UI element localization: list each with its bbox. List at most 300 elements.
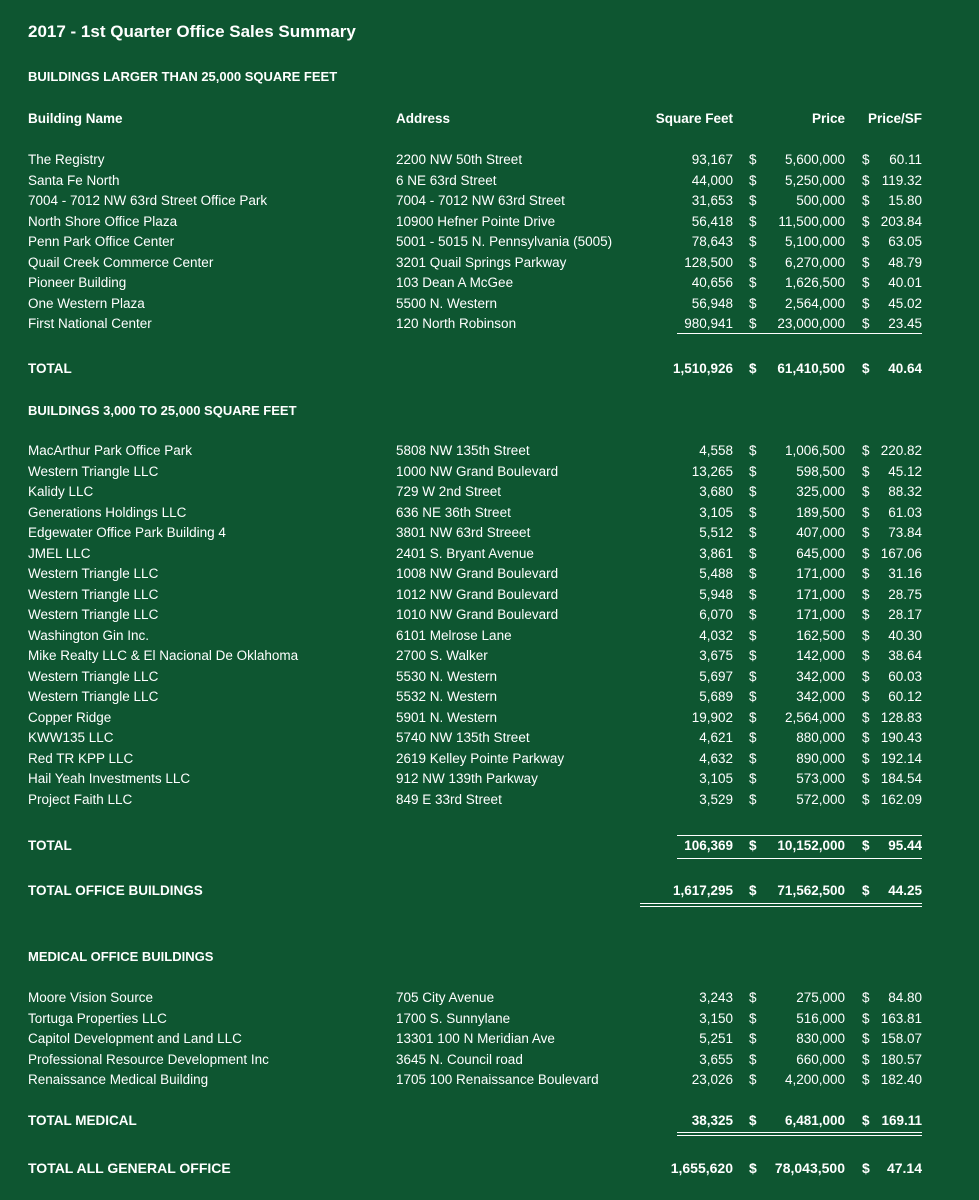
table-row: [0, 441, 979, 461]
cell-square-feet: 3,150: [699, 1010, 733, 1026]
total-price-sf-currency: $: [862, 838, 870, 853]
medical-total-double-underline: [677, 1132, 922, 1136]
section-heading-medical: MEDICAL OFFICE BUILDINGS: [28, 949, 214, 964]
total-price: 71,562,500: [777, 883, 845, 898]
cell-square-feet: 19,902: [691, 709, 733, 725]
cell-address: 5532 N. Western: [396, 689, 498, 704]
cell-square-feet: 3,861: [699, 545, 733, 561]
cell-price-sf-currency: $: [862, 152, 870, 167]
cell-price: 880,000: [796, 730, 845, 745]
cell-square-feet: 3,105: [699, 504, 733, 520]
cell-price-sf-currency: $: [862, 709, 870, 725]
table-row: [0, 212, 979, 232]
cell-address: 1705 100 Renaissance Boulevard: [396, 1072, 599, 1087]
cell-address: 1700 S. Sunnylane: [396, 1010, 511, 1026]
cell-price: 142,000: [796, 648, 845, 663]
cell-price-sf-currency: $: [862, 1031, 870, 1046]
cell-price-per-sf: 162.09: [880, 791, 922, 807]
cell-name: Western Triangle LLC: [28, 689, 159, 704]
cell-price-per-sf: 73.84: [888, 525, 922, 540]
table-row: [0, 687, 979, 707]
table-row: [0, 482, 979, 502]
cell-name: Western Triangle LLC: [28, 607, 159, 622]
table-row: [0, 1111, 979, 1131]
cell-price-currency: $: [749, 152, 757, 167]
cell-price-per-sf: 60.12: [888, 689, 922, 704]
table-row: [0, 1070, 979, 1090]
cell-address: 729 W 2nd Street: [396, 484, 502, 499]
cell-price: 171,000: [796, 566, 845, 581]
cell-price-currency: $: [749, 1031, 757, 1046]
total-price-sf-currency: $: [862, 883, 870, 898]
cell-price-per-sf: 119.32: [881, 172, 922, 188]
cell-name: KWW135 LLC: [28, 730, 114, 745]
cell-price-currency: $: [749, 1072, 757, 1087]
cell-price-currency: $: [749, 463, 757, 479]
cell-price-currency: $: [749, 295, 757, 311]
table-row: [0, 273, 979, 293]
cell-square-feet: 44,000: [691, 172, 733, 188]
cell-square-feet: 4,558: [699, 443, 733, 458]
cell-square-feet: 980,941: [684, 316, 733, 331]
cell-price-sf-currency: $: [862, 443, 870, 458]
table-row: [0, 314, 979, 334]
cell-price: 23,000,000: [777, 316, 845, 331]
table-row: [0, 667, 979, 687]
total-name: TOTAL OFFICE BUILDINGS: [28, 883, 203, 898]
cell-price-per-sf: 48.79: [888, 254, 922, 270]
cell-price-currency: $: [749, 750, 757, 766]
cell-price: 407,000: [796, 525, 845, 540]
cell-square-feet: 3,655: [699, 1051, 733, 1067]
cell-name: Mike Realty LLC & El Nacional De Oklahoma: [28, 648, 299, 663]
cell-name: Red TR KPP LLC: [28, 750, 134, 766]
cell-square-feet: 3,529: [699, 791, 733, 807]
section-heading-mid: BUILDINGS 3,000 TO 25,000 SQUARE FEET: [28, 403, 297, 418]
cell-square-feet: 5,689: [699, 689, 733, 704]
cell-address: 5808 NW 135th Street: [396, 443, 530, 458]
cell-price-per-sf: 45.02: [888, 295, 922, 311]
cell-price-per-sf: 28.75: [888, 586, 922, 602]
cell-name: Generations Holdings LLC: [28, 504, 187, 520]
table-row: [0, 232, 979, 252]
cell-address: 636 NE 36th Street: [396, 504, 511, 520]
cell-square-feet: 3,243: [699, 990, 733, 1005]
table-row: [0, 749, 979, 769]
cell-address: 2401 S. Bryant Avenue: [396, 545, 534, 561]
table-row: [0, 1009, 979, 1029]
cell-price-per-sf: 190.43: [880, 730, 922, 745]
cell-name: Copper Ridge: [28, 709, 112, 725]
table-row: [0, 585, 979, 605]
cell-address: 705 City Avenue: [396, 990, 495, 1005]
cell-price-currency: $: [749, 566, 757, 581]
cell-name: First National Center: [28, 316, 152, 331]
cell-price: 189,500: [796, 504, 845, 520]
cell-price: 598,500: [796, 463, 845, 479]
cell-name: Western Triangle LLC: [28, 586, 159, 602]
cell-square-feet: 5,251: [699, 1031, 733, 1046]
cell-price-currency: $: [749, 275, 757, 290]
total-price-per-sf: 95.44: [888, 838, 922, 853]
total-square-feet: 106,369: [684, 838, 733, 853]
cell-price-sf-currency: $: [862, 525, 870, 540]
table-row: [0, 359, 979, 379]
cell-price-sf-currency: $: [862, 1072, 870, 1087]
cell-price: 500,000: [796, 193, 845, 208]
cell-price-sf-currency: $: [862, 545, 870, 561]
table-row: [0, 646, 979, 666]
cell-price-sf-currency: $: [862, 193, 870, 208]
cell-price-currency: $: [749, 545, 757, 561]
cell-name: JMEL LLC: [28, 545, 91, 561]
cell-price: 645,000: [796, 545, 845, 561]
cell-price: 5,250,000: [784, 172, 845, 188]
cell-name: Quail Creek Commerce Center: [28, 254, 214, 270]
table-row: [0, 564, 979, 584]
cell-price: 830,000: [796, 1031, 845, 1046]
cell-address: 849 E 33rd Street: [396, 791, 502, 807]
cell-name: Tortuga Properties LLC: [28, 1010, 167, 1026]
cell-price-per-sf: 40.01: [888, 275, 922, 290]
cell-address: 3801 NW 63rd Streeet: [396, 525, 531, 540]
cell-price-sf-currency: $: [862, 750, 870, 766]
cell-square-feet: 13,265: [691, 463, 733, 479]
cell-price: 2,564,000: [784, 709, 845, 725]
cell-square-feet: 3,675: [699, 648, 733, 663]
cell-address: 13301 100 N Meridian Ave: [396, 1031, 555, 1046]
total-price: 10,152,000: [777, 838, 845, 853]
cell-price-sf-currency: $: [862, 566, 870, 581]
cell-price-sf-currency: $: [862, 730, 870, 745]
cell-square-feet: 4,032: [699, 627, 733, 643]
cell-name: Moore Vision Source: [28, 990, 154, 1005]
cell-price-currency: $: [749, 484, 757, 499]
table-row: [0, 605, 979, 625]
cell-name: Capitol Development and Land LLC: [28, 1031, 242, 1046]
cell-name: Western Triangle LLC: [28, 463, 159, 479]
cell-name: Professional Resource Development Inc: [28, 1051, 269, 1067]
cell-price-sf-currency: $: [862, 791, 870, 807]
cell-square-feet: 5,948: [699, 586, 733, 602]
cell-price-currency: $: [749, 504, 757, 520]
office-total-double-underline: [640, 903, 922, 907]
cell-price: 342,000: [796, 689, 845, 704]
cell-price-per-sf: 40.30: [888, 627, 922, 643]
total-price-sf-currency: $: [862, 1113, 870, 1128]
total-square-feet: 1,655,620: [670, 1160, 733, 1176]
cell-price-sf-currency: $: [862, 648, 870, 663]
total-price-currency: $: [749, 838, 757, 853]
cell-square-feet: 4,621: [699, 730, 733, 745]
cell-square-feet: 56,418: [691, 213, 733, 229]
table-row: [0, 544, 979, 564]
table-row: [0, 503, 979, 523]
total-square-feet: 38,325: [691, 1113, 733, 1128]
cell-price-currency: $: [749, 213, 757, 229]
cell-price-per-sf: 60.03: [888, 668, 922, 684]
mid-total-underline: [677, 858, 922, 859]
cell-price-currency: $: [749, 730, 757, 745]
total-price-currency: $: [749, 361, 757, 376]
table-row: [0, 1029, 979, 1049]
cell-price-sf-currency: $: [862, 607, 870, 622]
cell-name: Edgewater Office Park Building 4: [28, 525, 226, 540]
cell-address: 3645 N. Council road: [396, 1051, 523, 1067]
cell-price-sf-currency: $: [862, 275, 870, 290]
total-price-currency: $: [749, 1160, 757, 1176]
cell-address: 3201 Quail Springs Parkway: [396, 254, 567, 270]
table-row: [0, 1158, 979, 1178]
cell-name: MacArthur Park Office Park: [28, 443, 193, 458]
cell-price-per-sf: 60.11: [889, 152, 922, 167]
cell-price-per-sf: 63.05: [888, 234, 922, 249]
cell-price-per-sf: 38.64: [888, 648, 922, 663]
cell-address: 2200 NW 50th Street: [396, 152, 523, 167]
cell-price-sf-currency: $: [862, 504, 870, 520]
total-price: 61,410,500: [777, 361, 845, 376]
cell-price-sf-currency: $: [862, 1010, 870, 1026]
cell-address: 5500 N. Western: [396, 295, 498, 311]
cell-price-per-sf: 128.83: [880, 709, 922, 725]
cell-price: 516,000: [796, 1010, 845, 1026]
cell-price-currency: $: [749, 648, 757, 663]
cell-price-per-sf: 182.40: [880, 1072, 922, 1087]
cell-price-sf-currency: $: [862, 213, 870, 229]
table-row: [0, 881, 979, 901]
cell-name: North Shore Office Plaza: [28, 213, 178, 229]
total-square-feet: 1,510,926: [672, 361, 733, 376]
cell-name: Washington Gin Inc.: [28, 627, 150, 643]
cell-address: 912 NW 139th Parkway: [396, 771, 538, 786]
cell-price: 162,500: [796, 627, 845, 643]
cell-square-feet: 31,653: [691, 193, 733, 208]
cell-price-currency: $: [749, 234, 757, 249]
cell-square-feet: 6,070: [699, 607, 733, 622]
cell-address: 10900 Hefner Pointe Drive: [396, 213, 556, 229]
cell-square-feet: 23,026: [691, 1072, 733, 1087]
total-square-feet: 1,617,295: [672, 883, 733, 898]
cell-price-per-sf: 180.57: [880, 1051, 922, 1067]
cell-price-sf-currency: $: [862, 689, 870, 704]
cell-price: 275,000: [796, 990, 845, 1005]
cell-price-currency: $: [749, 689, 757, 704]
cell-square-feet: 5,512: [699, 525, 733, 540]
table-row: [0, 790, 979, 810]
large-subtotal-underline: [677, 333, 922, 334]
cell-square-feet: 128,500: [684, 254, 733, 270]
cell-price-currency: $: [749, 586, 757, 602]
cell-address: 2700 S. Walker: [396, 648, 488, 663]
total-price-per-sf: 44.25: [888, 883, 922, 898]
table-row: [0, 171, 979, 191]
cell-price: 11,500,000: [778, 213, 845, 229]
cell-price: 1,006,500: [784, 443, 845, 458]
cell-price-currency: $: [749, 254, 757, 270]
cell-price-per-sf: 28.17: [888, 607, 922, 622]
cell-price: 2,564,000: [784, 295, 845, 311]
cell-price-sf-currency: $: [862, 771, 870, 786]
cell-price-currency: $: [749, 771, 757, 786]
cell-price-currency: $: [749, 316, 757, 331]
cell-price: 660,000: [796, 1051, 845, 1067]
cell-name: Penn Park Office Center: [28, 234, 175, 249]
cell-price-per-sf: 184.54: [880, 771, 922, 786]
cell-address: 5740 NW 135th Street: [396, 730, 530, 745]
cell-square-feet: 40,656: [691, 275, 733, 290]
cell-price-sf-currency: $: [862, 1051, 870, 1067]
cell-price: 4,200,000: [784, 1072, 845, 1087]
cell-name: One Western Plaza: [28, 295, 145, 311]
total-name: TOTAL: [28, 838, 72, 853]
table-row: [0, 150, 979, 170]
cell-price-currency: $: [749, 443, 757, 458]
cell-name: Western Triangle LLC: [28, 668, 159, 684]
total-price-currency: $: [749, 1113, 757, 1128]
cell-price: 171,000: [796, 607, 845, 622]
cell-name: Renaissance Medical Building: [28, 1072, 209, 1087]
cell-address: 1008 NW Grand Boulevard: [396, 566, 559, 581]
cell-square-feet: 78,643: [691, 234, 733, 249]
cell-address: 103 Dean A McGee: [396, 275, 514, 290]
cell-price-per-sf: 158.07: [880, 1031, 922, 1046]
cell-address: 120 North Robinson: [396, 316, 517, 331]
cell-square-feet: 93,167: [691, 152, 733, 167]
cell-address: 6 NE 63rd Street: [396, 172, 497, 188]
cell-price-sf-currency: $: [862, 295, 870, 311]
table-row: [0, 626, 979, 646]
cell-name: Kalidy LLC: [28, 484, 94, 499]
table-row: [0, 708, 979, 728]
cell-address: 1012 NW Grand Boulevard: [396, 586, 559, 602]
cell-price: 890,000: [796, 750, 845, 766]
cell-price-per-sf: 163.81: [880, 1010, 922, 1026]
column-header-address: Address: [396, 111, 451, 126]
cell-price-sf-currency: $: [862, 316, 870, 331]
section-heading-large: BUILDINGS LARGER THAN 25,000 SQUARE FEET: [28, 69, 338, 84]
cell-price-currency: $: [749, 668, 757, 684]
cell-address: 5001 - 5015 N. Pennsylvania (5005): [396, 234, 613, 249]
cell-price-sf-currency: $: [862, 668, 870, 684]
cell-price-per-sf: 167.06: [880, 545, 922, 561]
cell-name: Hail Yeah Investments LLC: [28, 771, 191, 786]
cell-price-per-sf: 88.32: [888, 484, 922, 499]
cell-address: 6101 Melrose Lane: [396, 627, 512, 643]
cell-price: 573,000: [796, 771, 845, 786]
cell-price-sf-currency: $: [862, 463, 870, 479]
total-price: 78,043,500: [774, 1160, 845, 1176]
cell-price: 5,100,000: [784, 234, 845, 249]
cell-price-currency: $: [749, 1010, 757, 1026]
cell-price-per-sf: 45.12: [888, 463, 922, 479]
column-header-square-feet: Square Feet: [655, 111, 733, 126]
cell-price-currency: $: [749, 990, 757, 1005]
cell-price: 572,000: [796, 791, 845, 807]
cell-price-currency: $: [749, 1051, 757, 1067]
cell-price-currency: $: [749, 627, 757, 643]
cell-price: 6,270,000: [784, 254, 845, 270]
column-header-price-per-sf: Price/SF: [867, 111, 922, 126]
total-price-per-sf: 40.64: [888, 361, 922, 376]
cell-square-feet: 5,488: [699, 566, 733, 581]
cell-price-per-sf: 23.45: [888, 316, 922, 331]
cell-address: 5530 N. Western: [396, 668, 498, 684]
cell-price-sf-currency: $: [862, 586, 870, 602]
cell-price-per-sf: 220.82: [880, 443, 922, 458]
cell-square-feet: 4,632: [699, 750, 733, 766]
cell-price-per-sf: 31.16: [888, 566, 922, 581]
total-price-per-sf: 169.11: [881, 1113, 922, 1128]
total-price-per-sf: 47.14: [886, 1160, 922, 1176]
cell-price-sf-currency: $: [862, 234, 870, 249]
cell-price-per-sf: 203.84: [880, 213, 922, 229]
cell-price: 325,000: [796, 484, 845, 499]
cell-name: Santa Fe North: [28, 172, 120, 188]
cell-address: 5901 N. Western: [396, 709, 498, 725]
cell-address: 1010 NW Grand Boulevard: [396, 607, 559, 622]
cell-price-currency: $: [749, 172, 757, 188]
cell-price-per-sf: 61.03: [888, 504, 922, 520]
cell-square-feet: 3,680: [699, 484, 733, 499]
total-name: TOTAL ALL GENERAL OFFICE: [28, 1160, 231, 1176]
table-row: [0, 294, 979, 314]
cell-square-feet: 56,948: [691, 295, 733, 311]
cell-price-currency: $: [749, 709, 757, 725]
cell-price-sf-currency: $: [862, 254, 870, 270]
cell-address: 1000 NW Grand Boulevard: [396, 463, 559, 479]
total-name: TOTAL MEDICAL: [28, 1113, 137, 1128]
page-title: 2017 - 1st Quarter Office Sales Summary: [28, 22, 356, 41]
cell-price-sf-currency: $: [862, 627, 870, 643]
cell-address: 2619 Kelley Pointe Parkway: [396, 750, 565, 766]
cell-price-sf-currency: $: [862, 990, 870, 1005]
table-row: [0, 836, 979, 856]
cell-name: Western Triangle LLC: [28, 566, 159, 581]
total-price-currency: $: [749, 883, 757, 898]
table-row: [0, 191, 979, 211]
cell-price: 171,000: [796, 586, 845, 602]
table-row: [0, 769, 979, 789]
cell-price-currency: $: [749, 525, 757, 540]
total-price: 6,481,000: [784, 1113, 845, 1128]
cell-price-sf-currency: $: [862, 172, 870, 188]
cell-price-currency: $: [749, 791, 757, 807]
table-row: [0, 462, 979, 482]
cell-price-currency: $: [749, 193, 757, 208]
cell-price-per-sf: 15.80: [888, 193, 922, 208]
total-name: TOTAL: [28, 361, 72, 376]
cell-price: 5,600,000: [784, 152, 845, 167]
cell-name: Project Faith LLC: [28, 791, 133, 807]
table-row: [0, 1050, 979, 1070]
cell-name: 7004 - 7012 NW 63rd Street Office Park: [28, 193, 268, 208]
table-row: [0, 988, 979, 1008]
cell-square-feet: 5,697: [699, 668, 733, 684]
table-row: [0, 728, 979, 748]
total-price-sf-currency: $: [862, 361, 870, 376]
cell-price: 342,000: [796, 668, 845, 684]
cell-address: 7004 - 7012 NW 63rd Street: [396, 193, 565, 208]
cell-price-per-sf: 84.80: [888, 990, 922, 1005]
table-row: [0, 523, 979, 543]
cell-price-per-sf: 192.14: [880, 750, 922, 766]
column-header-price: Price: [811, 111, 845, 126]
cell-square-feet: 3,105: [699, 771, 733, 786]
total-price-sf-currency: $: [862, 1160, 870, 1176]
table-row: [0, 253, 979, 273]
cell-price-currency: $: [749, 607, 757, 622]
column-header-name: Building Name: [28, 111, 123, 126]
